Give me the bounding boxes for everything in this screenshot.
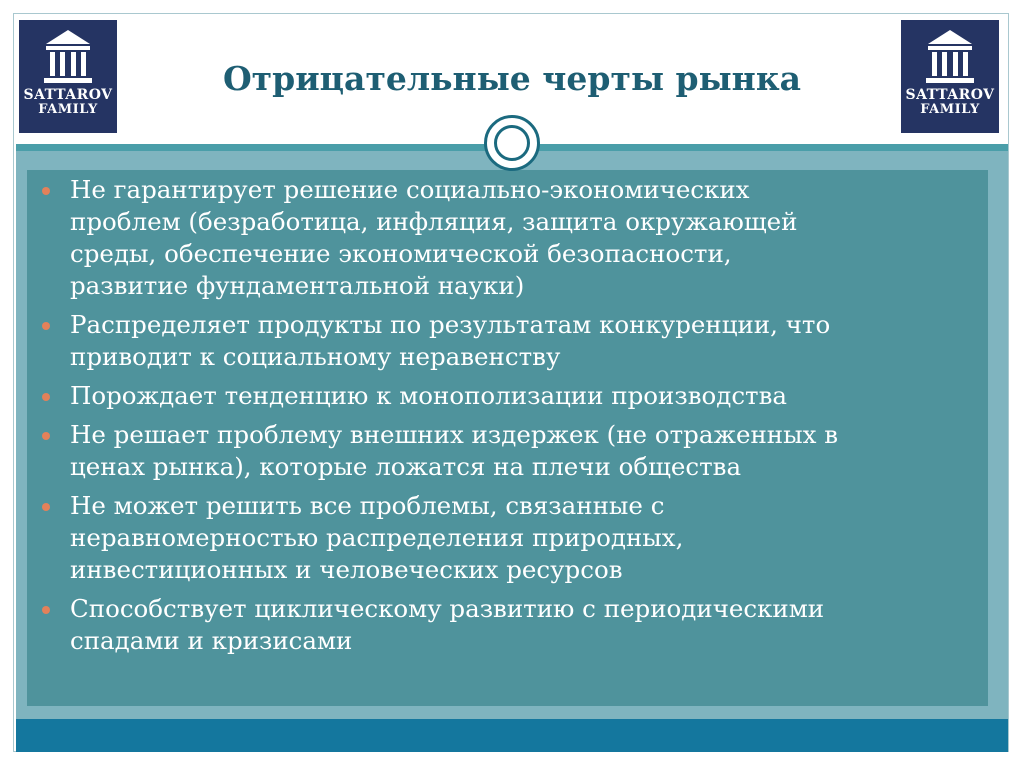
footer-band	[16, 719, 1008, 752]
bullet-dot-icon	[42, 606, 50, 614]
bullet-item	[38, 593, 978, 657]
logo-text-line1: SATTAROV	[905, 87, 995, 103]
bullet-item	[38, 174, 978, 302]
bullet-text: Не может решить все проблемы, связанные с неравномерностью распределения природных, инвестиционных и человеческих ресурсов	[70, 491, 684, 584]
logo-left	[19, 20, 117, 133]
bullet-item	[38, 380, 978, 412]
bullet-dot-icon	[42, 322, 50, 330]
bullet-dot-icon	[42, 503, 50, 511]
bullet-text: Не гарантирует решение социально-экономических проблем (безработица, инфляция, защита окружающей среды, обеспечение экономической безопасности, развитие фундаментальной науки)	[70, 175, 798, 300]
bullet-item	[38, 309, 978, 373]
building-icon	[925, 28, 975, 86]
bullet-list	[38, 174, 978, 664]
bullet-dot-icon	[42, 187, 50, 195]
logo-text-line1: SATTAROV	[23, 87, 113, 103]
logo-right	[901, 20, 999, 133]
circle-ornament-icon	[484, 115, 540, 171]
logo-text-line2: FAMILY	[920, 102, 980, 117]
circle-ornament-inner	[494, 125, 530, 161]
bullet-text: Распределяет продукты по результатам конкуренции, что приводит к социальному неравенству	[70, 310, 831, 371]
building-icon	[43, 28, 93, 86]
logo-text-line2: FAMILY	[38, 102, 98, 117]
bullet-text: Способствует циклическому развитию с периодическими спадами и кризисами	[70, 594, 825, 655]
bullet-dot-icon	[42, 432, 50, 440]
bullet-text: Не решает проблему внешних издержек (не отраженных в ценах рынка), которые ложатся на плечи общества	[70, 420, 839, 481]
bullet-item	[38, 419, 978, 483]
bullet-item	[38, 490, 978, 586]
slide-title: Отрицательные черты рынка	[222, 59, 802, 98]
bullet-text: Порождает тенденцию к монополизации производства	[70, 381, 788, 410]
bullet-dot-icon	[42, 393, 50, 401]
